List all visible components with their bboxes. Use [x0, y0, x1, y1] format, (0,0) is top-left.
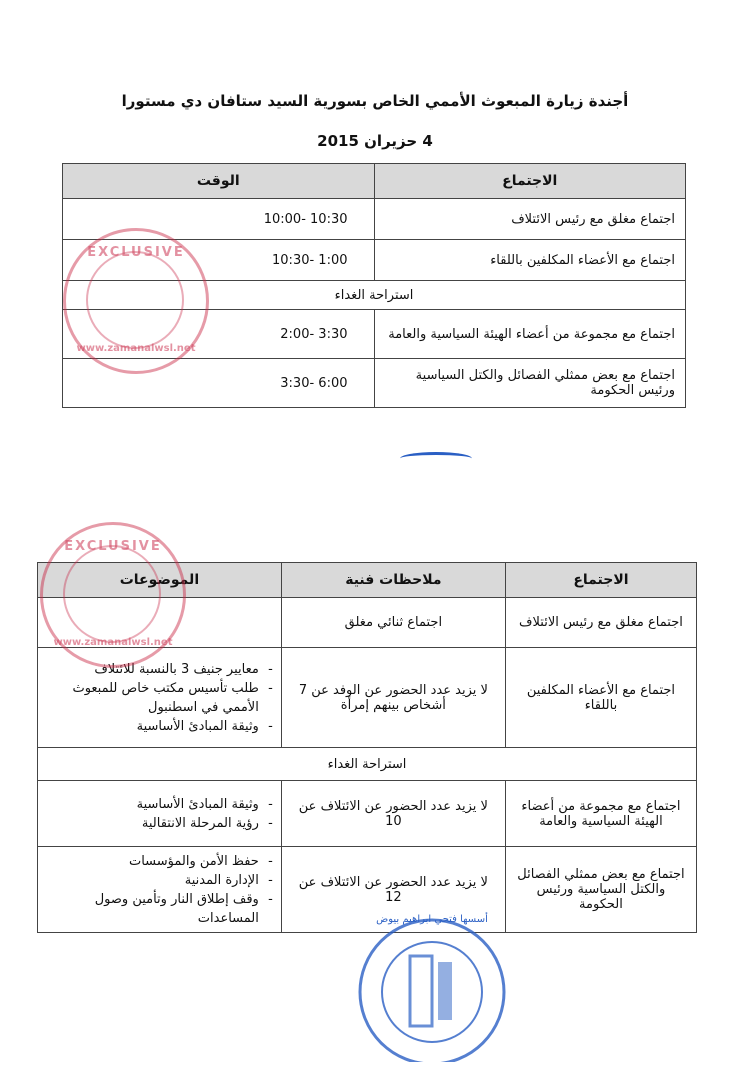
blue-pen-mark	[400, 452, 472, 465]
details-notes-cell: لا يزيد عدد الحضور عن الائتلاف عن 10	[281, 781, 505, 847]
document-title: أجندة زيارة المبعوث الأممي الخاص بسورية السيد ستافان دي مستورا	[121, 92, 629, 110]
topics-list	[46, 852, 273, 928]
schedule-time-cell: 10:00- 10:30	[63, 199, 375, 240]
details-header-notes: ملاحظات فنية	[281, 563, 505, 598]
schedule-header-time: الوقت	[63, 164, 375, 199]
list-item: - معايير جنيف 3 بالنسبة للائتلاف	[46, 660, 259, 679]
details-notes-cell: اجتماع ثنائي مغلق	[281, 598, 505, 648]
seal-graphic	[352, 912, 512, 1062]
schedule-time-cell: 2:00- 3:30	[63, 310, 375, 359]
schedule-break-cell: استراحة الغداء	[63, 281, 686, 310]
schedule-meeting-cell: اجتماع مغلق مع رئيس الائتلاف	[374, 199, 686, 240]
schedule-time-cell: 10:30- 1:00	[63, 240, 375, 281]
details-header-meeting: الاجتماع	[505, 563, 696, 598]
list-item: - رؤية المرحلة الانتقالية	[46, 814, 259, 833]
details-topics-cell	[38, 847, 282, 933]
details-topics-cell	[38, 648, 282, 748]
table-row	[38, 781, 697, 847]
details-header-topics: الموضوعات	[38, 563, 282, 598]
schedule-header-row	[63, 164, 686, 199]
schedule-time-cell: 3:30- 6:00	[63, 359, 375, 408]
topics-list	[46, 795, 273, 833]
details-meeting-cell: اجتماع مع بعض ممثلي الفصائل والكتل السياسية ورئيس الحكومة	[505, 847, 696, 933]
details-topics-cell	[38, 781, 282, 847]
details-meeting-cell: اجتماع مع الأعضاء المكلفين باللقاء	[505, 648, 696, 748]
list-item: - وقف إطلاق النار وتأمين وصول المساعدات	[46, 890, 259, 928]
stamp-inner-ring	[86, 251, 184, 349]
details-notes-cell: لا يزيد عدد الحضور عن الائتلاف عن 12	[281, 847, 505, 933]
stamp-inner-ring	[63, 545, 161, 643]
list-item: - حفظ الأمن والمؤسسات	[46, 852, 259, 871]
list-item: - طلب تأسيس مكتب خاص للمبعوث الأممي في اسطنبول	[46, 679, 259, 717]
schedule-header-meeting: الاجتماع	[374, 164, 686, 199]
seal-text: أسسها فتحي ابراهيم بيوض	[376, 914, 488, 925]
organization-seal	[352, 912, 512, 1062]
details-meeting-cell: اجتماع مع مجموعة من أعضاء الهيئة السياسية والعامة	[505, 781, 696, 847]
list-item: - الإدارة المدنية	[46, 871, 259, 890]
stamp-site: www.zamanalwsl.net	[53, 637, 173, 648]
exclusive-stamp	[63, 228, 209, 374]
stamp-label: EXCLUSIVE	[87, 245, 185, 260]
details-meeting-cell: اجتماع مغلق مع رئيس الائتلاف	[505, 598, 696, 648]
document-date: 4 حزيران 2015	[317, 132, 433, 150]
exclusive-stamp	[40, 522, 186, 668]
schedule-meeting-cell: اجتماع مع الأعضاء المكلفين باللقاء	[374, 240, 686, 281]
stamp-label: EXCLUSIVE	[64, 539, 162, 554]
table-row-break	[38, 748, 697, 781]
details-break-cell: استراحة الغداء	[38, 748, 697, 781]
stamp-site: www.zamanalwsl.net	[76, 343, 196, 354]
details-notes-cell: لا يزيد عدد الحضور عن الوفد عن 7 أشخاص بينهم إمرأة	[281, 648, 505, 748]
list-item: - وثيقة المبادئ الأساسية	[46, 717, 259, 736]
list-item: - وثيقة المبادئ الأساسية	[46, 795, 259, 814]
schedule-meeting-cell: اجتماع مع بعض ممثلي الفصائل والكتل السياسية ورئيس الحكومة	[374, 359, 686, 408]
topics-list	[46, 660, 273, 736]
schedule-meeting-cell: اجتماع مع مجموعة من أعضاء الهيئة السياسية والعامة	[374, 310, 686, 359]
